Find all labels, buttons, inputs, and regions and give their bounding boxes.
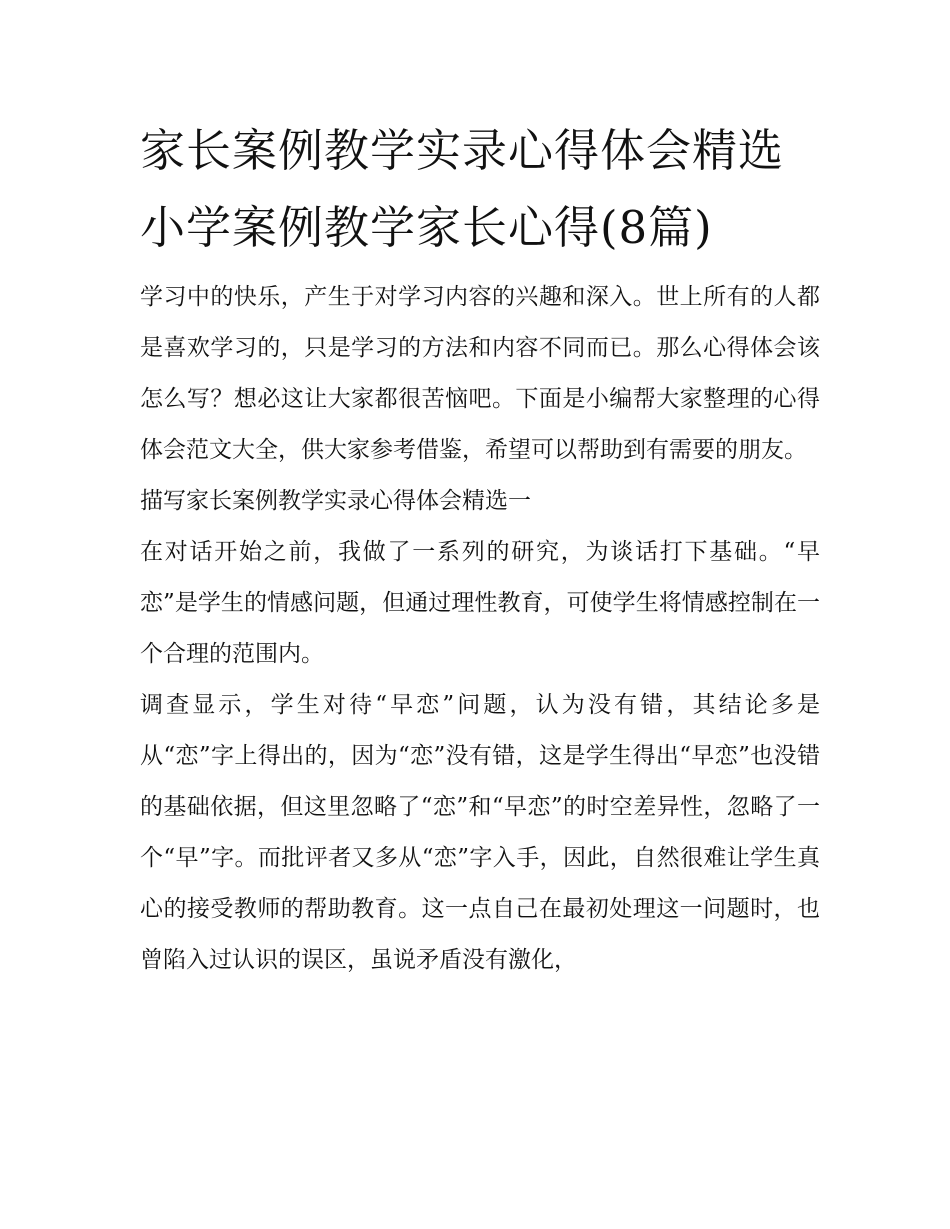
body-paragraph: 调查显示，学生对待“早恋”问题，认为没有错，其结论多是从“恋”字上得出的，因为“恋”没有错，这是学生得出“早恋”也没错的基础依据，但这里忽略了“恋”和“早恋”的时空差异性，忽略了一个“早”字。而批评者又多从“恋”字入手，因此，自然很难让学生真心的接受教师的帮助教育。这一点自己在最初处理这一问题时，也曾陷入过认识的误区，虽说矛盾没有激化， [140,692,820,973]
intro-paragraph: 学习中的快乐，产生于对学习内容的兴趣和深入。世上所有的人都是喜欢学习的，只是学习的方法和内容不同而已。那么心得体会该怎么写？想必这让大家都很苦恼吧。下面是小编帮大家整理的心得体会范文大全，供大家参考借鉴，希望可以帮助到有需要的朋友。 [140,284,820,463]
document-content [140,112,820,986]
section-heading: 描写家长案例教学实录心得体会精选一 [140,488,531,514]
document-title: 家长案例教学实录心得体会精选 小学案例教学家长心得(8篇) [140,124,785,254]
body-paragraph: 在对话开始之前，我做了一系列的研究，为谈话打下基础。“早恋”是学生的情感问题，但通过理性教育，可使学生将情感控制在一个合理的范围内。 [140,539,820,667]
